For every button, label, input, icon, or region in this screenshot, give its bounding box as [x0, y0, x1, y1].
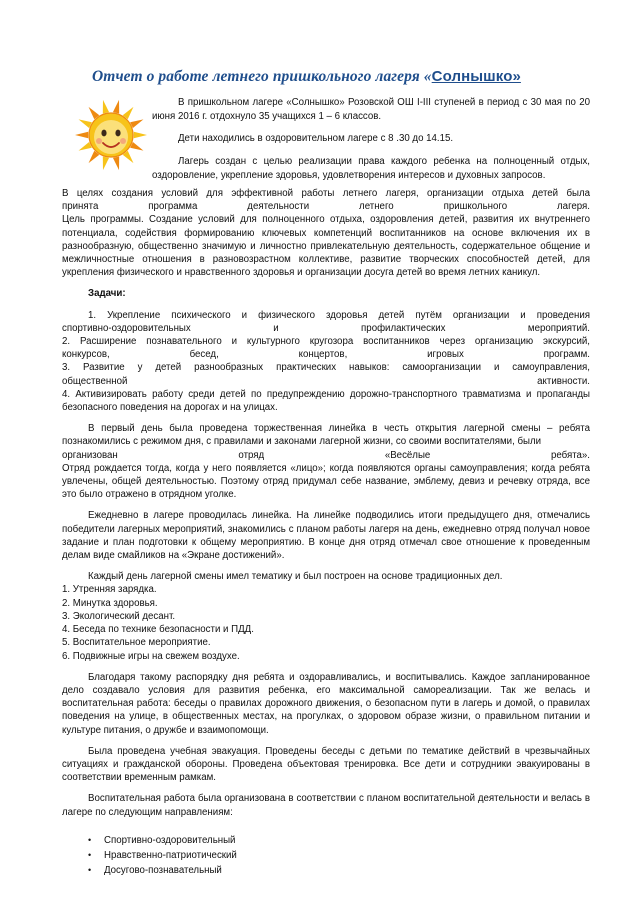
sun-ray [130, 119, 143, 128]
sun-ray [79, 142, 92, 151]
first-day-paragraph: В первый день была проведена торжественная линейка в честь открытия лагерной смены – ребята познакомились с режимом дня, с правилами и законами лагерной жизни, со своими воспитателями, были [62, 423, 590, 448]
intro-paragraph: В пришкольном лагере «Солнышко» Розовской ОШ I-III ступеней в период с 30 мая по 20 июня 2016 г. отдохнуло 35 учащихся 1 – 6 классов. [152, 97, 590, 123]
page-title [92, 68, 592, 86]
direction-item: • Нравственно-патриотический [62, 848, 590, 863]
conditions-line: В целях создания условий для эффективной работы летнего лагеря, организации отдыха детей была [62, 188, 590, 199]
schedule-list [62, 583, 590, 662]
task-item: 4. Активизировать работу среди детей по предупреждению дорожно-транспортного травматизма и пропаганды безопасного поведения на дорогах и на улицах. [62, 388, 590, 414]
daily-paragraph: Ежедневно в лагере проводилась линейка. На линейке подводились итоги предыдущего дня, отмечались победители лагерных мероприятий, знакомились с планом работы лагеря на день, ежедневно отряд получал новое задание и план подготовки к общему мероприятию. В конце дня отряд отмечал свое отношение к проведенным делам виде смайликов на «Экране достижений». [62, 510, 590, 562]
routine-paragraph: Благодаря такому распорядку дня ребята и оздоравливались, и воспитывались. Каждое запланированное дело создавало условия для развития ребенка, его максимальной самореализации. Так же велась и воспитательная работа: беседы о правилах дорожного движения, о безопасном пути в лагерь и домой, о правилах поведения на улице, в общественных местах, на прогулках, о здоровом образе жизни, о правильном питании и культуре питания, о дружбе и взаимопомощи. [62, 671, 590, 736]
schedule-item: 3. Экологический десант. [62, 610, 176, 622]
task-item: конкурсов, бесед, концертов, игровых программ. [62, 349, 590, 361]
evacuation-paragraph: Была проведена учебная эвакуация. Проведены беседы с детьми по тематике действий в чрезвычайных ситуациях и гражданской обороны. Проведена объектовая тренировка. Все дети и сотрудники эвакуированы в соответствии временным рамкам. [62, 745, 590, 784]
schedule-item: 2. Минутка здоровья. [62, 597, 158, 609]
first-day-paragraph: организован отряд «Весёлые ребята». [62, 449, 590, 461]
sun-ray [134, 132, 147, 138]
intro-paragraph: Лагерь создан с целью реализации права каждого ребенка на полноценный отдых, оздоровление, укрепление здоровья, удовлетворения интересов и духовных запросов. [152, 155, 590, 181]
directions-list [62, 833, 590, 878]
intro-paragraph: Дети находились в оздоровительном лагере с 8 .30 до 14.15. [178, 133, 454, 145]
sun-ray [75, 132, 88, 138]
task-item: спортивно-оздоровительных и профилактических мероприятий. [62, 322, 590, 334]
tasks-heading: Задачи: [88, 288, 126, 300]
theme-intro: Каждый день лагерной смены имел тематику и был построен на основе традиционных дел. [88, 571, 503, 583]
task-item: общественной активности. [62, 375, 590, 387]
sun-ray [130, 142, 143, 151]
sun-icon [72, 88, 150, 190]
schedule-item: 1. Утренняя зарядка. [62, 584, 157, 596]
conditions-line: принята программа деятельности летнего пришкольного лагеря. [62, 201, 590, 213]
intro-block [152, 96, 590, 183]
directions-intro: Воспитательная работа была организована в соответствии с планом воспитательной деятельности и велась в лагере по следующим направлениям: [62, 793, 590, 818]
task-item: 1. Укрепление психического и физического здоровья детей путём организации и проведения [88, 309, 590, 321]
sun-ray [79, 119, 92, 128]
direction-item: • Досугово-познавательный [62, 863, 590, 878]
sun-ray [103, 100, 109, 114]
first-day-paragraph: Отряд рождается тогда, когда у него появляется «лицо»; когда появляются органы самоуправления; когда ребята увлечены, общей деятельностью. Поэтому отряд придумал себе название, эмблему, девиз и речевку отряда, все это было отражено в отрядном уголке. [62, 462, 590, 501]
task-item: 2. Расширение познавательного и культурного кругозора воспитанников через организацию экскурсий, [62, 336, 590, 348]
program-goal: Цель программы. Создание условий для полноценного отдыха, оздоровления детей, развития их внутреннего потенциала, содействия формированию ключевых компетенций воспитанников на основе включения их в разнообразную, общественно значимую и личностно привлекательную деятельность, содержательное общение и межличностные отношения в разновозрастном коллективе, развитие творческих способностей детей, для укрепления физического и нравственного здоровья и организации досуга детей во время летних каникул. [62, 214, 590, 279]
direction-item: • Спортивно-оздоровительный [62, 833, 590, 848]
sun-ray [113, 100, 119, 114]
title-brand: Солнышко» [431, 68, 521, 85]
report-body [62, 187, 590, 878]
schedule-item: 6. Подвижные игры на свежем воздухе. [62, 650, 240, 662]
title-main: Отчет о работе летнего пришкольного лагеря « [92, 68, 432, 85]
task-item: 3. Развитие у детей разнообразных практических навыков: самоорганизации и самоуправления, [62, 362, 590, 374]
sun-ray [113, 156, 119, 170]
sun-ray [103, 156, 109, 170]
schedule-item: 4. Беседа по технике безопасности и ПДД. [62, 624, 254, 636]
schedule-item: 5. Воспитательное мероприятие. [62, 637, 211, 649]
